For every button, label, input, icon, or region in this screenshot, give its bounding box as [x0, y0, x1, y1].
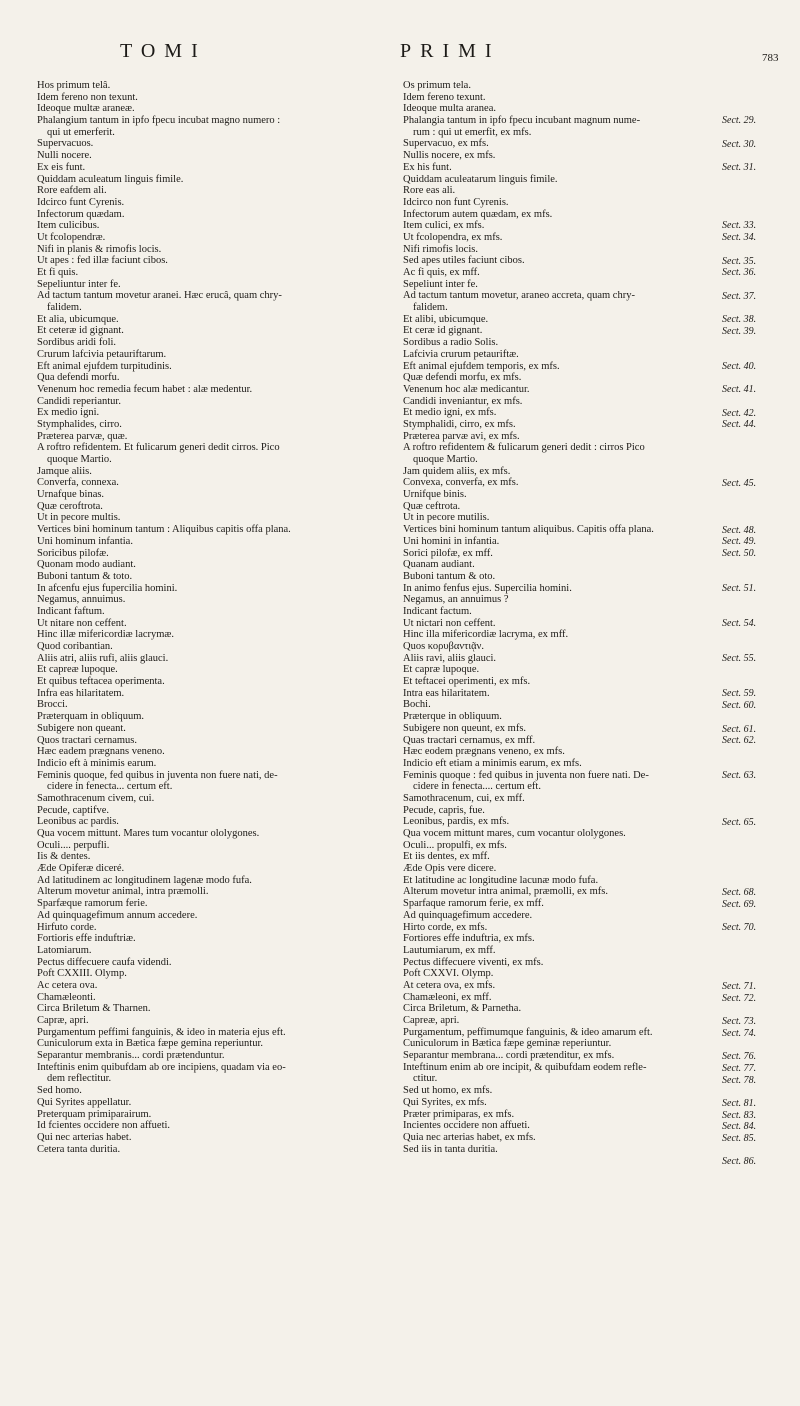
left-column-line: Chamæleonti. [37, 991, 96, 1003]
section-ref: Sect. 76. [722, 1051, 757, 1063]
right-column-line: Præterque in obliquum. [403, 711, 502, 723]
left-column-line: Ad quinquagefimum annum accedere. [37, 909, 198, 921]
left-column-line: Sepeliuntur inter fe. [37, 278, 121, 290]
running-header-left: TOMI [120, 40, 207, 62]
left-column-line: Ad tactum tantum movetur aranei. Hæc erucâ, quam chry- [37, 290, 282, 302]
left-column-line: Ut fcolopendræ. [37, 231, 106, 243]
left-column-line: Subigere non queant. [37, 722, 126, 734]
left-column-line: Aliis atri, aliis rufi, aliis glauci. [37, 652, 169, 664]
right-column-line: Quæ defendi morfu, ex mfs. [403, 372, 522, 384]
right-column-line: Indicio eft etiam a minimis earum, ex mfs. [403, 757, 582, 769]
section-ref: Sect. 81. [722, 1097, 757, 1109]
left-column-line: Urnafque binas. [37, 489, 105, 501]
section-ref: Sect. 33. [722, 220, 757, 232]
left-column-line: Separantur membranis... cordi prætenduntur. [37, 1050, 225, 1062]
right-column-line: Ex his funt. [403, 161, 452, 173]
left-column-line: Hirfuto corde. [37, 921, 97, 933]
running-header-right: PRIMI [400, 40, 501, 62]
left-column-line: Indicio eft à minimis earum. [37, 757, 157, 769]
right-column-line: falidem. [413, 302, 448, 314]
left-column-line: Hæc eadem prægnans veneno. [37, 746, 165, 758]
right-column-line: Sorici pilofæ, ex mff. [403, 547, 493, 559]
right-column-line: ctitur. [413, 1073, 438, 1085]
left-column-line: Buboni tantum & toto. [37, 570, 133, 582]
right-column-line: Quia nec arterias habet, ex mfs. [403, 1131, 536, 1143]
left-column-line: Vertices bini hominum tantum : Aliquibus capitis offa plana. [37, 524, 291, 536]
section-ref: Sect. 37. [722, 290, 757, 302]
section-ref: Sect. 84. [722, 1121, 757, 1133]
right-column-line: Ut fcolopendra, ex mfs. [403, 231, 503, 243]
left-column-line: Purgamentum peffimi fanguinis, & ideo in materia ejus eft. [37, 1026, 286, 1038]
right-column-line: Sed apes utiles faciunt cibos. [403, 255, 525, 267]
left-column-line: Uni hominum infantia. [37, 535, 133, 547]
right-column-text [403, 80, 715, 1155]
left-column-line: Leonibus ac pardis. [37, 816, 119, 828]
left-column-line: Preterquam primiparairum. [37, 1108, 152, 1120]
right-column-line: quoque Martio. [413, 454, 478, 465]
right-column-line: Buboni tantum & oto. [403, 570, 496, 582]
left-column-line: Ad latitudinem ac longitudinem lagenæ modo fufa. [37, 874, 252, 886]
right-column-line: Et teftacei operimenti, ex mfs. [403, 676, 531, 688]
section-ref: Sect. 55. [722, 653, 757, 665]
section-ref: Sect. 83. [722, 1109, 757, 1121]
left-column-line: Brocci. [37, 699, 68, 711]
right-column-line: Nifi rimofis locis. [403, 243, 478, 255]
section-ref: Sect. 77. [722, 1062, 757, 1074]
right-column-line: Negamus, an annuimus ? [403, 594, 509, 606]
right-column-line: Nullis nocere, ex mfs. [403, 150, 496, 162]
left-column-line: Latomiarum. [37, 944, 92, 956]
section-ref: Sect. 78. [722, 1074, 757, 1086]
left-column-line: Alterum movetur animal, intra præmolli. [37, 886, 209, 898]
left-column-line: Præterquam in obliquum. [37, 711, 145, 723]
left-column-line: Circa Briletum & Tharnen. [37, 1003, 151, 1015]
section-ref: Sect. 69. [722, 899, 757, 910]
left-column-line: Iis & dentes. [37, 851, 91, 863]
right-column-line: Indicant factum. [403, 605, 472, 617]
right-column-line: Quas tractari cernamus, ex mff. [403, 734, 536, 746]
section-ref: Sect. 39. [722, 325, 757, 337]
section-ref: Sect. 35. [722, 255, 757, 267]
left-column-line: Item culicibus. [37, 220, 100, 232]
left-column-line: Soricibus pilofæ. [37, 547, 109, 559]
left-column-line: Ex eis funt. [37, 161, 86, 173]
left-column-line: Quod coribantian. [37, 641, 113, 652]
left-column-line: quoque Martio. [47, 454, 112, 465]
left-column-line: Quiddam aculeatum linguis fimile. [37, 173, 184, 185]
left-column-line: Converfa, connexa. [37, 477, 119, 489]
left-column-line: Ex medio igni. [37, 407, 100, 419]
right-column-line: Subigere non queunt, ex mfs. [403, 722, 527, 734]
right-column-line: Et capræ lupoque. [403, 664, 480, 676]
right-column-line: Et iis dentes, ex mff. [403, 851, 490, 863]
left-column-line: Capræ, apri. [37, 1015, 89, 1026]
right-column-line: Item culici, ex mfs. [403, 220, 485, 232]
section-ref: Sect. 38. [722, 314, 757, 325]
left-column-line: Phalangium tantum in ipfo fpecu incubat magno numero : [37, 115, 281, 127]
left-column-line: Qua defendi morfu. [37, 372, 120, 384]
left-column-line: Poft CXXIII. Olymp. [37, 968, 127, 980]
right-column-line: Quiddam aculeatarum linguis fimile. [403, 173, 558, 185]
left-column-line: Stymphalides, cirro. [37, 418, 122, 430]
section-ref: Sect. 40. [722, 360, 757, 372]
right-column-line: In animo fenfus ejus. Supercilia homini. [403, 582, 572, 594]
section-ref: Sect. 51. [722, 583, 757, 595]
right-column-line: Incientes occidere non affueti. [403, 1120, 530, 1132]
left-column-line: Cuniculorum exta in Bætica fæpe gemina reperiuntur. [37, 1038, 263, 1050]
left-column-line: Idcirco funt Cyrenis. [37, 196, 125, 208]
left-column-line: Ideoque multæ araneæ. [37, 103, 135, 115]
right-column-line: Idcirco non funt Cyrenis. [403, 196, 509, 208]
left-column-line: Sed homo. [37, 1085, 82, 1097]
left-column-line: Æde Opiferæ diceré. [37, 863, 125, 875]
left-column-line: dem reflectitur. [47, 1073, 112, 1085]
right-column-line: Hinc illa mifericordiæ lacryma, ex mff. [403, 629, 569, 641]
left-column-line: Ut apes : fed illæ faciunt cibos. [37, 255, 168, 267]
right-column-line: Circa Briletum, & Parnetha. [403, 1003, 522, 1015]
section-ref: Sect. 68. [722, 887, 757, 899]
left-column-line: Indicant faftum. [37, 605, 105, 617]
left-column-line: Hos primum telâ. [37, 80, 111, 91]
right-column-line: Pecude, capris, fue. [403, 804, 485, 816]
left-column-line: Et ceteræ id gignant. [37, 325, 124, 337]
section-ref: Sect. 86. [722, 1156, 757, 1168]
right-column-line: Ut nictari non ceffent. [403, 617, 496, 629]
left-column-line: Ac cetera ova. [37, 979, 98, 991]
left-column-line: Supervacuos. [37, 138, 94, 150]
section-ref: Sect. 54. [722, 618, 757, 630]
section-ref: Sect. 29. [722, 115, 757, 127]
left-column-line: Ut nitare non ceffent. [37, 617, 127, 629]
left-column-line: Idem fereno non texunt. [37, 91, 138, 103]
right-column-line: Supervacuo, ex mfs. [403, 138, 489, 150]
right-column-line: rum : qui ut emerfit, ex mfs. [413, 126, 532, 138]
right-column-line: Bochi. [403, 699, 431, 711]
right-column-line: Qua vocem mittunt mares, cum vocantur ololygones. [403, 828, 626, 839]
right-column-line: Aliis ravi, aliis glauci. [403, 652, 497, 664]
left-column-line: Hinc illæ mifericordiæ lacrymæ. [37, 629, 175, 641]
right-column-line: Alterum movetur intra animal, præmolli, ex mfs. [403, 886, 609, 898]
left-column-line: Et capreæ lupoque. [37, 664, 118, 676]
left-column-line: falidem. [47, 302, 82, 314]
left-column-line: Cetera tanta duritia. [37, 1143, 121, 1155]
left-column-line: Infectorum quædam. [37, 208, 125, 220]
right-column-line: Venenum hoc alæ medicantur. [403, 383, 530, 395]
right-column-line: Fortiores effe induftria, ex mfs. [403, 933, 535, 945]
right-column-line: Ad quinquagefimum accedere. [403, 909, 533, 921]
left-column-line: cidere in fenecta... certum eft. [47, 781, 173, 793]
right-column-line: Qui Syrites, ex mfs. [403, 1096, 487, 1108]
right-column-line: Purgamentum, peffimumque fanguinis, & ideo amarum eft. [403, 1026, 653, 1038]
left-column-line: Crurum lafcivia petauriftarum. [37, 348, 167, 360]
section-ref: Sect. 63. [722, 770, 757, 782]
section-ref: Sect. 61. [722, 723, 757, 735]
left-column-line: Jamque aliis. [37, 465, 92, 477]
section-ref: Sect. 30. [722, 138, 757, 150]
left-column-line: Quos tractari cernamus. [37, 734, 138, 746]
section-ref: Sect. 41. [722, 384, 757, 396]
right-column-line: Quos κορυβαντιᾷν. [403, 641, 485, 652]
right-column-line: Quanam audiant. [403, 559, 475, 571]
right-column-line: Vertices bini hominum tantum aliquibus. Capitis offa plana. [403, 524, 654, 536]
section-ref: Sect. 50. [722, 548, 757, 559]
left-column-text [37, 80, 382, 1155]
right-column-line: Lafcivia crurum petauriftæ. [403, 348, 519, 360]
right-column-line: Et ceræ id gignant. [403, 325, 483, 337]
right-column-line: Idem fereno texunt. [403, 91, 486, 103]
section-ref: Sect. 70. [722, 922, 757, 934]
left-column-line: Venenum hoc remedia fecum habet : alæ medentur. [37, 383, 253, 395]
left-column-line: Qui nec arterias habet. [37, 1131, 132, 1143]
right-column-line: Convexa, converfa, ex mfs. [403, 477, 519, 489]
section-ref: Sect. 36. [722, 267, 757, 279]
right-column-line: Ac fi quis, ex mff. [403, 267, 480, 278]
section-ref: Sect. 85. [722, 1133, 757, 1144]
right-column-line: Jam quidem aliis, ex mfs. [403, 465, 511, 477]
left-column-line: Et quibus teftacea operimenta. [37, 676, 165, 688]
right-column-line: Feminis quoque : fed quibus in juventa non fuere nati. De- [403, 769, 649, 781]
page-number: 783 [762, 52, 779, 64]
right-column-line: Ut in pecore mutilis. [403, 512, 490, 524]
right-column-line: Ideoque multa aranea. [403, 103, 496, 115]
section-ref: Sect. 59. [722, 688, 757, 700]
section-ref: Sect. 49. [722, 536, 757, 548]
section-ref: Sect. 71. [722, 980, 757, 992]
right-column-line: Eft animal ejufdem temporis, ex mfs. [403, 360, 560, 372]
right-column-line: Leonibus, pardis, ex mfs. [403, 816, 510, 828]
left-column-line: Et alia, ubicumque. [37, 313, 119, 325]
left-column-line: Fortioris effe induftriæ. [37, 933, 136, 945]
right-column-line: Oculi... propulfi, ex mfs. [403, 839, 507, 851]
left-column-line: In afcenfu ejus fupercilia homini. [37, 582, 178, 594]
right-column-line: Sepeliunt inter fe. [403, 278, 478, 290]
right-column-line: Sparfaque ramorum ferie, ex mff. [403, 898, 544, 910]
section-ref: Sect. 42. [722, 407, 757, 419]
right-column-line: Et alibi, ubicumque. [403, 313, 489, 325]
right-column-line: At cetera ova, ex mfs. [403, 979, 496, 991]
left-column-line: Nulli nocere. [37, 150, 92, 162]
left-column-line: Samothracenum civem, cui. [37, 792, 155, 804]
right-column-line: Phalangia tantum in ipfo fpecu incubant magnum nume- [403, 115, 641, 127]
left-column-line: Ut in pecore multis. [37, 512, 121, 524]
left-column-line: Præterea parvæ, quæ. [37, 430, 128, 442]
left-column-line: Eft animal ejufdem turpitudinis. [37, 360, 172, 372]
section-ref: Sect. 60. [722, 700, 757, 712]
section-ref: Sect. 62. [722, 735, 757, 747]
right-column-line: Candidi inveniantur, ex mfs. [403, 395, 523, 407]
right-column-line: Uni homini in infantia. [403, 535, 500, 547]
right-column-line: Poft CXXVI. Olymp. [403, 968, 494, 980]
right-column-line: Pectus diffecuere viventi, ex mfs. [403, 956, 544, 968]
right-column-line: Et latitudine ac longitudine lacunæ modo fufa. [403, 874, 599, 886]
section-ref: Sect. 48. [722, 524, 757, 536]
right-column-line: Sordibus a radio Solis. [403, 337, 499, 349]
right-column-line: Hæc eodem prægnans veneno, ex mfs. [403, 746, 565, 758]
right-column-line: Inteftinum enim ab ore incipit, & quibufdam eodem refle- [403, 1061, 647, 1073]
right-column-line: A roftro refidentem & fulicarum generi dedit : cirros Pico [403, 442, 645, 454]
left-column-line: Qua vocem mittunt. Mares tum vocantur ololygones. [37, 828, 260, 839]
right-column-line: Urnifque binis. [403, 489, 467, 501]
section-ref: Sect. 34. [722, 232, 757, 244]
left-column-line: Id fcientes occidere non affueti. [37, 1120, 171, 1132]
right-column-line: Stymphalidi, cirro, ex mfs. [403, 418, 516, 430]
left-column-line: Sordibus aridi foli. [37, 337, 117, 349]
right-column-line: Chamæleoni, ex mff. [403, 991, 492, 1003]
left-column-line: A roftro refidentem. Et fulicarum generi dedit cirros. Pico [37, 442, 280, 454]
right-column-line: Quæ ceftrota. [403, 500, 461, 512]
left-column-line: Candidi reperiantur. [37, 395, 121, 407]
left-column-line: Infra eas hilaritatem. [37, 687, 125, 699]
section-ref: Sect. 72. [722, 992, 757, 1004]
right-column-line: Præter primiparas, ex mfs. [403, 1108, 515, 1120]
right-column-line: Cuniculorum in Bætica fæpe geminæ reperiuntur. [403, 1038, 612, 1050]
left-column-line: Feminis quoque, fed quibus in juventa non fuere nati, de- [37, 769, 278, 781]
right-column-line: Rore eas ali. [403, 185, 456, 197]
left-column-line: Rore eafdem ali. [37, 185, 107, 197]
right-column-line: Sed iis in tanta duritia. [403, 1143, 498, 1155]
left-column-line: Negamus, annuimus. [37, 594, 126, 606]
right-column-line: Samothracenum, cui, ex mff. [403, 792, 525, 804]
left-column-line: Quonam modo audiant. [37, 559, 136, 571]
right-column-line: Et medio igni, ex mfs. [403, 407, 497, 419]
section-ref: Sect. 45. [722, 477, 757, 489]
section-ref: Sect. 73. [722, 1016, 757, 1027]
right-column-line: Intra eas hilaritatem. [403, 687, 490, 699]
left-column-line: Nifi in planis & rimofis locis. [37, 243, 162, 255]
section-ref: Sect. 31. [722, 161, 757, 173]
left-column-line: Et fi quis. [37, 267, 79, 278]
right-column-line: Hirto corde, ex mfs. [403, 921, 488, 933]
section-ref: Sect. 74. [722, 1027, 757, 1039]
left-column-line: Inteftinis enim quibufdam ab ore incipiens, quadam via eo- [37, 1061, 286, 1073]
right-column-line: Capreæ, apri. [403, 1015, 460, 1026]
right-column-line: Præterea parvæ avi, ex mfs. [403, 430, 520, 442]
left-column-line: Qui Syrites appellatur. [37, 1096, 132, 1108]
section-ref: Sect. 44. [722, 419, 757, 431]
right-column-line: Os primum tela. [403, 80, 471, 91]
left-column-line: Quæ ceroftrota. [37, 500, 103, 512]
left-column-line: Pecude, captifve. [37, 804, 110, 816]
right-column-line: Sed ut homo, ex mfs. [403, 1085, 493, 1097]
right-column-line: Separantur membrana... cordi prætenditur, ex mfs. [403, 1050, 615, 1062]
right-column-line: Infectorum autem quædam, ex mfs. [403, 208, 553, 220]
right-column-line: Ad tactum tantum movetur, araneo accreta, quam chry- [403, 290, 635, 302]
right-column-line: cidere in fenecta.... certum eft. [413, 781, 541, 793]
left-column-line: qui ut emerferit. [47, 126, 115, 138]
left-column-line: Sparfæque ramorum ferie. [37, 898, 148, 910]
right-column-line: Lautumiarum, ex mff. [403, 944, 496, 956]
section-ref: Sect. 65. [722, 817, 757, 829]
left-column-line: Pectus diffecuere caufa videndi. [37, 956, 172, 968]
left-column-line: Oculi.... perpufli. [37, 839, 110, 851]
right-column-line: Æde Opis vere dicere. [403, 863, 497, 875]
